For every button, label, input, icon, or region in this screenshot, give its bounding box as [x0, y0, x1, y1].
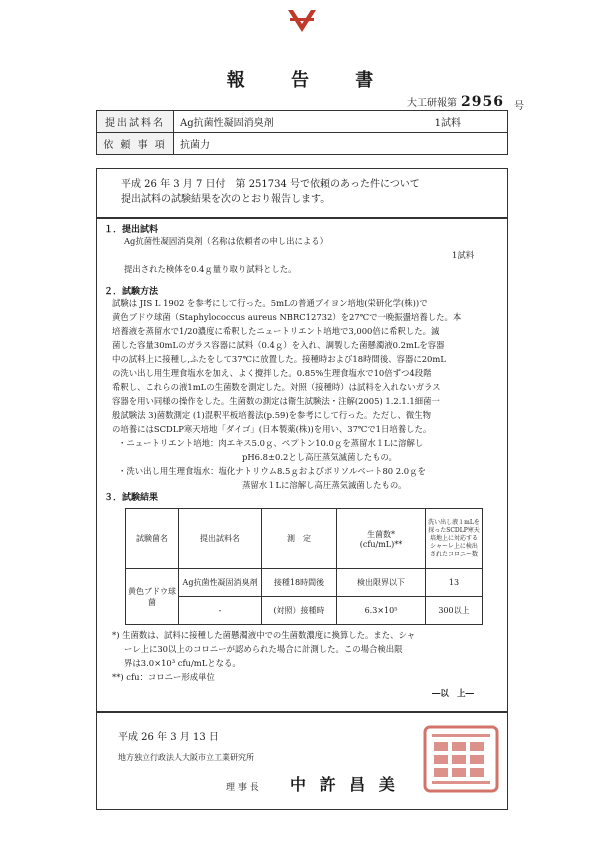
- page-title: 報 告 書: [226, 70, 394, 91]
- intro-panel: [96, 168, 508, 218]
- col-colony: 洗い出し液１mLを採ったSCDLP寒天培地上に対応するシャーレ上に検出されたコロニー数: [426, 509, 483, 569]
- cell-sample: Ag抗菌性凝固消臭剤: [179, 569, 262, 597]
- cell-r1-count: 検出限界以下: [337, 569, 426, 597]
- cell-r2-sample: -: [179, 597, 262, 625]
- results-table: [125, 508, 483, 625]
- sample-value: Ag抗菌性凝固消臭剤 1試料: [174, 111, 508, 133]
- sample-label: 提出試料名: [97, 111, 174, 133]
- col-sample: 提出試料名: [179, 509, 262, 569]
- col-organism: 試験菌名: [126, 509, 179, 569]
- request-value: 抗菌力: [174, 133, 508, 155]
- bullet-saline-2: 蒸留水１Lに溶解し高圧蒸気滅菌したもの。: [242, 480, 407, 490]
- official-seal-stamp: [422, 724, 500, 794]
- bullet-saline-1: ・洗い出し用生理食塩水：塩化ナトリウム8.5ｇおよびポリソルベート80 2.0ｇを: [118, 466, 426, 476]
- section-2-heading: ２．試験方法: [104, 287, 159, 297]
- intro-line-1: 平成 26 年 3 月 7 日付 第 251734 号で依頼のあった件について: [121, 179, 420, 190]
- cell-organism: 黄色ブドウ球菌: [126, 569, 179, 625]
- intro-line-2: 提出試料の試験結果を次のとおり報告します。: [121, 194, 331, 205]
- cell-r2-measure: (対照）接種時: [262, 597, 337, 625]
- cell-r2-count: 6.3×10⁵: [337, 597, 426, 625]
- report-date: 平成 26 年 3 月 13 日: [118, 732, 219, 743]
- report-number-suffix: 号: [514, 101, 524, 112]
- cell-r2-colony: 300以上: [426, 597, 483, 625]
- signer-name: 中 許 昌 美: [290, 775, 399, 794]
- section-1-qty: 1試料: [452, 250, 475, 260]
- section-1-line1: Ag抗菌性凝固消臭剤（名称は依頼者の申し出による）: [124, 236, 329, 246]
- report-number: 大工研報第 2956: [407, 94, 504, 110]
- note-2: **) cfu：コロニー形成単位: [112, 672, 215, 682]
- osaka-city-emblem-icon: [286, 6, 318, 36]
- col-measure: 測 定: [262, 509, 337, 569]
- cell-r1-measure: 接種18時間後: [262, 569, 337, 597]
- request-label: 依 頼 事 項: [97, 133, 174, 155]
- header-table: [96, 110, 508, 155]
- organization: 地方独立行政法人大阪市立工業研究所: [118, 753, 254, 762]
- section-1-line2: 提出された検体を0.4ｇ量り取り試料とした。: [124, 264, 297, 274]
- section-3-heading: ３．試験結果: [104, 493, 159, 503]
- bullet-nutrient-1: ・ニュートリエント培地：肉エキス5.0ｇ、ペプトン10.0ｇを蒸留水１Lに溶解し: [118, 438, 424, 448]
- signer-title: 理 事 長: [226, 783, 259, 793]
- col-count: 生菌数* (cfu/mL)**: [337, 509, 426, 569]
- end-mark: ―以 上―: [432, 688, 474, 698]
- bullet-nutrient-2: pH6.8±0.2とし高圧蒸気滅菌したもの。: [242, 452, 397, 462]
- note-1: *) 生菌数は、試料に接種した菌懸濁液中での生菌数濃度に換算した。また、シャ ーレ上に30以上のコロニーが認められた場合に計測した。この場合検出限 界は3.0×10³ cfu/mLとなる。: [112, 630, 416, 668]
- cell-r1-colony: 13: [426, 569, 483, 597]
- section-1-heading: １．提出試料: [104, 225, 159, 235]
- section-2-body: 試験は JIS L 1902 を参考にして行った。5mLの普通ブイヨン培地(栄研化学(株))で 黄色ブドウ球菌（Staphylococcus aureus NBRC12732）を27℃で一晩振盪培養した。本 培養液を蒸留水で1/20濃度に希釈したニュートリエント培地で3,000倍に希釈した。滅 菌した容量30mLのガラス容器に試料（0.4ｇ）を入れ、調製した菌懸濁液0.2mLを容器 中の試料上に接種し,ふたをして37℃に放置した。接種時および18時間後、容器に20mL の洗い出し用生理食塩水を加え、よく攪拌した。0.85%生理食塩水で10倍ずつ4段階 希釈し、これらの液1mLの生菌数を測定した。対照（接種時）は試料を入れないガラス 容器を用い同様の操作をした。生菌数の測定は衛生試験法・注解(2005) 1.2.1.1細菌一 般試験法 3)菌数測定 (1)混釈平板培養法(p.59)を参考にして行った。ただし、微生物 の培養にはSCDLP寒天培地「ダイゴ」(日本製薬(株))を用い、37℃で1日培養した。: [112, 298, 462, 434]
